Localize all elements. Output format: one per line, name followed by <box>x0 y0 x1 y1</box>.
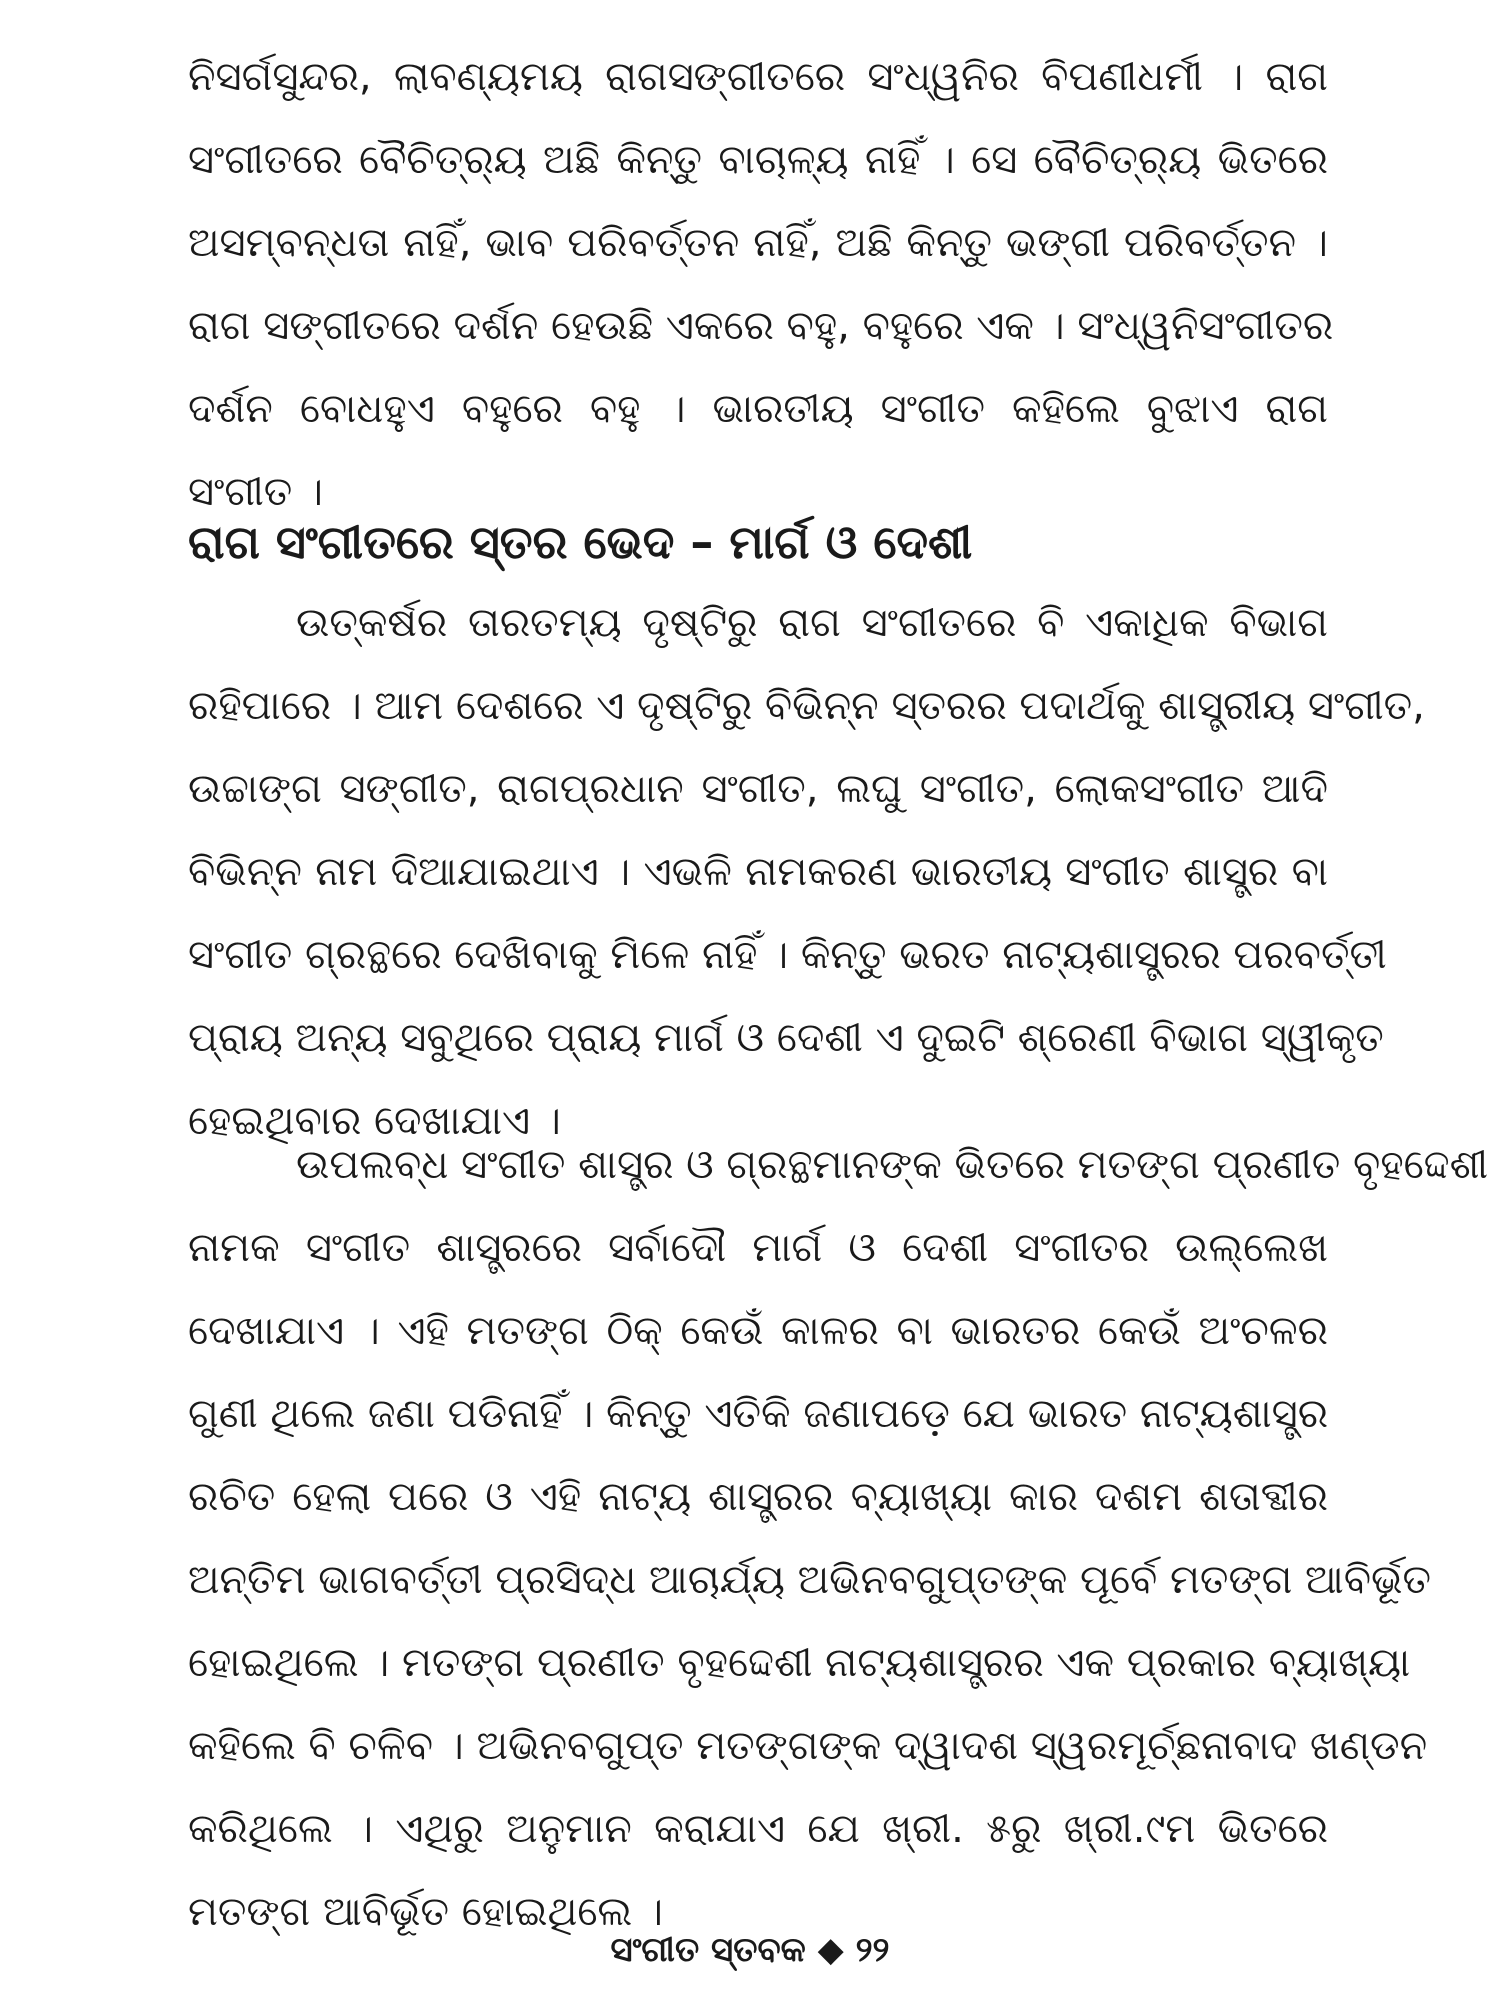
text-line: ଉପଲବ୍ଧ ସଂଗୀତ ଶାସ୍ତ୍ର ଓ ଗ୍ରନ୍ଥମାନଙ୍କ ଭିତରେ ମତଙ୍ଗ ପ୍ରଣୀତ ବୃହଦ୍ଦେଶୀ <box>296 1142 1489 1188</box>
text-line: ସଂଗୀତ ଗ୍ରନ୍ଥରେ ଦେଖିବାକୁ ମିଳେ ନାହିଁ । କିନ୍ତୁ ଭରତ ନାଟ୍ୟଶାସ୍ତ୍ରର ପରବର୍ତ୍ତୀ <box>188 932 1387 978</box>
paragraph-classification <box>188 582 1425 1163</box>
paragraph-intro <box>188 36 1334 534</box>
text-line: ଉତ୍କର୍ଷର ତାରତମ୍ୟ ଦୃଷ୍ଟିରୁ ରାଗ ସଂଗୀତରେ ବି ଏକାଧିକ ବିଭାଗ <box>296 600 1328 646</box>
text-line: ଅସମ୍ବନ୍ଧତା ନାହିଁ, ଭାବ ପରିବର୍ତ୍ତନ ନାହିଁ, ଅଛି କିନ୍ତୁ ଭଙ୍ଗୀ ପରିବର୍ତ୍ତନ । <box>188 220 1328 266</box>
paragraph-matanga <box>188 1124 1489 1954</box>
text-line: ଦେଖାଯାଏ । ଏହି ମତଙ୍ଗ ଠିକ୍ କେଉଁ କାଳର ବା ଭାରତର କେଉଁ ଅଂଚଳର <box>188 1308 1328 1354</box>
text-line: ନାମକ ସଂଗୀତ ଶାସ୍ତ୍ରରେ ସର୍ବାଦୌ ମାର୍ଗ ଓ ଦେଶୀ ସଂଗୀତର ଉଲ୍ଲେଖ <box>188 1225 1328 1271</box>
text-line: ସଂଗୀତ । <box>188 469 324 515</box>
text-line: ସଂଗୀତରେ ବୈଚିତ୍ର୍ୟ ଅଛି କିନ୍ତୁ ବାଚାଳ୍ୟ ନାହିଁ । ସେ ବୈଚିତ୍ର୍ୟ ଭିତରେ <box>188 137 1328 183</box>
text-line: ହେଇଥିବାର ଦେଖାଯାଏ । <box>188 1098 561 1144</box>
page-footer: ସଂଗୀତ ସ୍ତବକ ◆ ୨୨ <box>610 1930 890 1970</box>
text-line: ବିଭିନ୍ନ ନାମ ଦିଆଯାଇଥାଏ । ଏଭଳି ନାମକରଣ ଭାରତୀୟ ସଂଗୀତ ଶାସ୍ତ୍ର ବା <box>188 849 1328 895</box>
text-line: ଦର୍ଶନ ବୋଧହୁଏ ବହୁରେ ବହୁ । ଭାରତୀୟ ସଂଗୀତ କହିଲେ ବୁଝାଏ ରାଗ <box>188 386 1328 432</box>
text-line: ମତଙ୍ଗ ଆବିର୍ଭୂତ ହୋଇଥିଲେ । <box>188 1889 663 1935</box>
section-heading: ରାଗ ସଂଗୀତରେ ସ୍ତର ଭେଦ – ମାର୍ଗ ଓ ଦେଶୀ <box>188 515 973 569</box>
text-line: ନିସର୍ଗସୁନ୍ଦର, ଲାବଣ୍ୟମୟ ରାଗସଙ୍ଗୀତରେ ସଂଧ୍ୱନିର ବିପଣୀଧର୍ମୀ । ରାଗ <box>188 54 1328 100</box>
text-line: ଅନ୍ତିମ ଭାଗବର୍ତ୍ତୀ ପ୍ରସିଦ୍ଧ ଆଚାର୍ଯ୍ୟ ଅଭିନବଗୁପ୍ତଙ୍କ ପୂର୍ବେ ମତଙ୍ଗ ଆବିର୍ଭୂତ <box>188 1557 1432 1603</box>
text-line: ହୋଇଥିଲେ । ମତଙ୍ଗ ପ୍ରଣୀତ ବୃହଦ୍ଦେଶୀ ନାଟ୍ୟଶାସ୍ତ୍ରର ଏକ ପ୍ରକାର ବ୍ୟାଖ୍ୟା <box>188 1640 1411 1686</box>
text-line: ରଚିତ ହେଲା ପରେ ଓ ଏହି ନାଟ୍ୟ ଶାସ୍ତ୍ରର ବ୍ୟାଖ୍ୟା କାର ଦଶମ ଶତାବ୍ଦୀର <box>188 1474 1328 1520</box>
text-line: ରାଗ ସଙ୍ଗୀତରେ ଦର୍ଶନ ହେଉଛି ଏକରେ ବହୁ, ବହୁରେ ଏକ । ସଂଧ୍ୱନିସଂଗୀତର <box>188 303 1334 349</box>
text-line: କହିଲେ ବି ଚଳିବ । ଅଭିନବଗୁପ୍ତ ମତଙ୍ଗଙ୍କ ଦ୍ୱାଦଶ ସ୍ୱରମୂର୍ଚ୍ଛନାବାଦ ଖଣ୍ଡନ <box>188 1723 1428 1769</box>
text-line: ପ୍ରାୟ ଅନ୍ୟ ସବୁଥିରେ ପ୍ରାୟ ମାର୍ଗ ଓ ଦେଶୀ ଏ ଦୁଇଟି ଶ୍ରେଣୀ ବିଭାଗ ସ୍ୱୀକୃତ <box>188 1015 1384 1061</box>
text-line: ଉଚ୍ଚାଙ୍ଗ ସଙ୍ଗୀତ, ରାଗପ୍ରଧାନ ସଂଗୀତ, ଲଘୁ ସଂଗୀତ, ଲୋକସଂଗୀତ ଆଦି <box>188 766 1328 812</box>
text-line: କରିଥିଲେ । ଏଥିରୁ ଅନୁମାନ କରାଯାଏ ଯେ ଖ୍ରୀ. ୫ରୁ ଖ୍ରୀ.୯ମ ଭିତରେ <box>188 1806 1328 1852</box>
text-line: ରହିପାରେ । ଆମ ଦେଶରେ ଏ ଦୃଷ୍ଟିରୁ ବିଭିନ୍ନ ସ୍ତରର ପଦାର୍ଥକୁ ଶାସ୍ତ୍ରୀୟ ସଂଗୀତ, <box>188 683 1425 729</box>
text-line: ଗୁଣୀ ଥିଲେ ଜଣା ପଡିନାହିଁ । କିନ୍ତୁ ଏତିକି ଜଣାପଡ଼େ ଯେ ଭାରତ ନାଟ୍ୟଶାସ୍ତ୍ର <box>188 1391 1329 1437</box>
